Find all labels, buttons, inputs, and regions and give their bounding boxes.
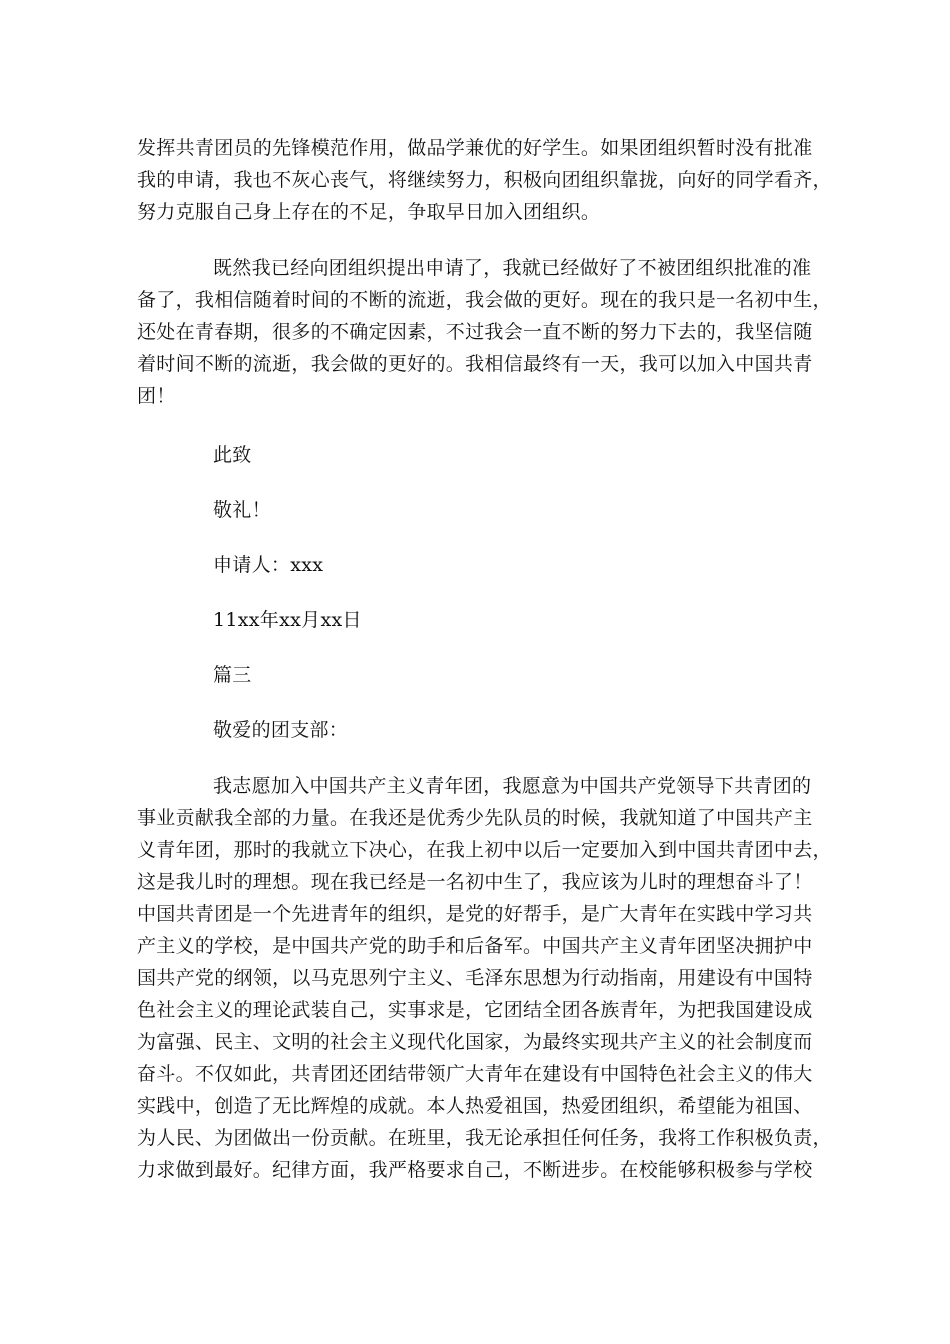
text-line: 中国共青团是一个先进青年的组织，是党的好帮手，是广大青年在实践中学习共 [137,903,813,925]
greeting-line: 敬爱的团支部： [213,719,349,741]
paragraph-2 [137,252,832,412]
text-line: 努力克服自己身上存在的不足，争取早日加入团组织。 [137,201,601,223]
closing-line: 此致 [213,444,252,466]
text-line: 我的申请，我也不灰心丧气，将继续努力，积极向团组织靠拢，向好的同学看齐， [137,169,832,191]
text-line: 力求做到最好。纪律方面，我严格要求自己，不断进步。在校能够积极参与学校 [137,1159,813,1181]
text-line: 产主义的学校，是中国共产党的助手和后备军。中国共产主义青年团坚决拥护中 [137,935,813,957]
text-line: 义青年团，那时的我就立下决心，在我上初中以后一定要加入到中国共青团中去， [137,839,832,861]
applicant-line: 申请人：xxx [213,554,324,576]
text-line: 国共产党的纲领，以马克思列宁主义、毛泽东思想为行动指南，用建设有中国特 [137,967,813,989]
text-line: 色社会主义的理论武装自己，实事求是，它团结全团各族青年，为把我国建设成 [137,999,813,1021]
paragraph-3 [137,770,832,1186]
section-title: 篇三 [213,664,252,686]
date-line: 11xx年xx月xx日 [213,609,362,631]
text-line: 团！ [137,385,176,407]
text-line: 既然我已经向团组织提出申请了，我就已经做好了不被团组织批准的准 [213,257,812,279]
text-line: 奋斗。不仅如此，共青团还团结带领广大青年在建设有中国特色社会主义的伟大 [137,1063,813,1085]
text-line: 我志愿加入中国共产主义青年团，我愿意为中国共产党领导下共青团的 [213,775,812,797]
salute-line: 敬礼！ [213,499,271,521]
text-line: 备了，我相信随着时间的不断的流逝，我会做的更好。现在的我只是一名初中生， [137,289,832,311]
text-line: 着时间不断的流逝，我会做的更好的。我相信最终有一天，我可以加入中国共青 [137,353,813,375]
text-line: 为富强、民主、文明的社会主义现代化国家，为最终实现共产主义的社会制度而 [137,1031,813,1053]
text-line: 发挥共青团员的先锋模范作用，做品学兼优的好学生。如果团组织暂时没有批准 [137,137,813,159]
text-line: 还处在青春期，很多的不确定因素，不过我会一直不断的努力下去的，我坚信随 [137,321,813,343]
text-line: 这是我儿时的理想。现在我已经是一名初中生了，我应该为儿时的理想奋斗了！ [137,871,813,893]
text-line: 实践中，创造了无比辉煌的成就。本人热爱祖国，热爱团组织，希望能为祖国、 [137,1095,813,1117]
paragraph-1 [137,132,832,228]
text-line: 为人民、为团做出一份贡献。在班里，我无论承担任何任务，我将工作积极负责， [137,1127,832,1149]
text-line: 事业贡献我全部的力量。在我还是优秀少先队员的时候，我就知道了中国共产主 [137,807,813,829]
